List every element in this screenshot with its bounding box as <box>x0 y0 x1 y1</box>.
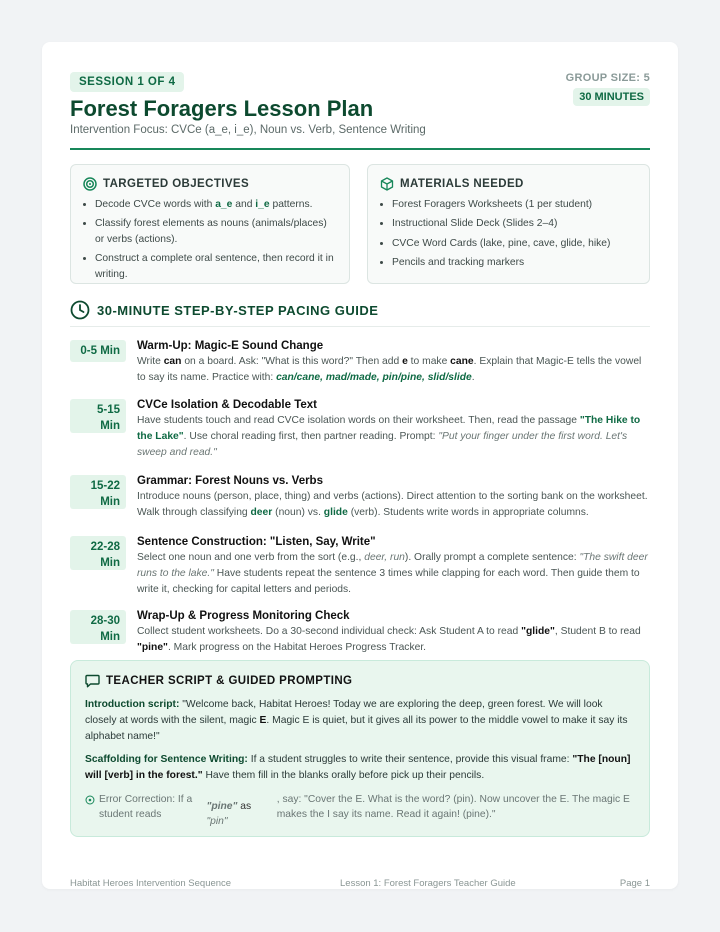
step-body <box>137 610 650 656</box>
page-subtitle: Intervention Focus: CVCe (a_e, i_e), Noun vs. Verb, Sentence Writing <box>70 124 426 136</box>
objective-item <box>95 197 337 212</box>
material-item: • Pencils and tracking markers <box>392 255 637 270</box>
script-heading <box>85 674 635 688</box>
info-icon <box>85 795 95 805</box>
box-icon <box>380 177 394 191</box>
objectives-card <box>70 164 350 284</box>
teacher-script-box <box>70 660 650 837</box>
objective-item: • Classify forest elements as nouns (animals/places) or verbs (actions). <box>95 216 337 247</box>
objectives-list <box>83 197 337 282</box>
materials-heading-text: MATERIALS NEEDED <box>400 178 524 190</box>
error-instruction: , say: "Cover the E. What is the word? (pin). Now uncover the E. The magic E makes the I say its name. Read it again! (pine)." <box>276 793 630 821</box>
intro-script: Introduction script: "Welcome back, Habitat Heroes! Today we are exploring the deep, green forest. We will look closely at words with the silent, magic E. Magic E is quiet, but it gives all its power to the middle vowel to make it say its alphabet name!" <box>85 699 628 742</box>
step-body <box>137 536 650 598</box>
material-item: • Instructional Slide Deck (Slides 2–4) <box>392 216 637 231</box>
step-body <box>137 475 650 521</box>
chat-bubble-icon <box>85 674 100 688</box>
page-title: Forest Foragers Lesson Plan <box>70 96 374 121</box>
step-description: Have students touch and read CVCe isolation words on their worksheet. Then, read the passage "The Hike to the Lake". Use choral reading first, then partner reading. Prompt: "Put your finger under the first word. Let's sweep and read." <box>137 415 641 458</box>
step-title: Sentence Construction: "Listen, Say, Write" <box>137 536 376 548</box>
step-time-text: 5-15 Min <box>96 404 120 433</box>
error-correction <box>85 792 635 830</box>
materials-list <box>380 197 637 271</box>
step-description: Introduce nouns (person, place, thing) and verbs (actions). Direct attention to the sorting bank on the worksheet. Walk through classifying deer (noun) vs. glide (verb). Students write words in appropriate columns. <box>137 491 648 518</box>
step-title: Wrap-Up & Progress Monitoring Check <box>137 610 350 622</box>
materials-card <box>367 164 650 284</box>
step-time-badge <box>70 399 126 433</box>
group-info <box>566 72 650 106</box>
material-item: • Forest Foragers Worksheets (1 per student) <box>392 197 637 212</box>
duration-badge: 30 MINUTES <box>573 88 650 106</box>
step-description: Collect student worksheets. Do a 30-second individual check: Ask Student A to read "glide", Student B to read "pine". Mark progress on the Habitat Heroes Progress Tracker. <box>137 626 641 653</box>
clock-icon <box>70 300 90 320</box>
pattern-i-e: i_e <box>255 199 270 210</box>
pattern-a-e: a_e <box>215 199 233 210</box>
pacing-heading <box>70 300 378 320</box>
step-time-badge <box>70 536 126 570</box>
session-badge: SESSION 1 OF 4 <box>70 72 184 92</box>
step-time-text: 22-28 Min <box>90 541 120 570</box>
objectives-heading-text: TARGETED OBJECTIVES <box>103 178 250 190</box>
step-body <box>137 399 650 461</box>
footer-lesson: Lesson 1: Forest Foragers Teacher Guide <box>340 878 516 889</box>
header-divider <box>70 148 650 150</box>
error-intro: Error Correction: If a student reads <box>98 793 193 821</box>
step-time-text: 15-22 Min <box>90 480 120 509</box>
pacing-divider <box>70 326 650 327</box>
group-size-label: GROUP SIZE: 5 <box>565 72 650 84</box>
step-description: Write can on a board. Ask: "What is this word?" Then add e to make cane. Explain that Magic-E tells the vowel to say its name. Practice with: can/cane, mad/made, pin/pine, slid/slide. <box>137 356 642 383</box>
step-body <box>137 340 650 386</box>
objective-text: patterns. <box>269 199 313 210</box>
error-words: "pine" as "pin" <box>206 800 252 828</box>
step-description: Select one noun and one verb from the sort (e.g., deer, run). Orally prompt a complete sentence: "The swift deer runs to the lake." Have students repeat the sentence 3 times while clapping for each word. Then guide them to write it, checking for capital letters and periods. <box>137 552 648 595</box>
step-title: Grammar: Forest Nouns vs. Verbs <box>137 475 323 487</box>
footer-page-number: Page 1 <box>619 878 650 889</box>
step-time-badge <box>70 475 126 509</box>
objective-text: Decode CVCe words with <box>95 199 216 210</box>
footer-series: Habitat Heroes Intervention Sequence <box>70 878 232 889</box>
lesson-plan-page <box>42 42 678 889</box>
step-title: CVCe Isolation & Decodable Text <box>137 399 317 411</box>
step-time-text: 28-30 Min <box>90 615 120 644</box>
pacing-heading-text: 30-MINUTE STEP-BY-STEP PACING GUIDE <box>97 302 379 318</box>
material-item: • CVCe Word Cards (lake, pine, cave, glide, hike) <box>392 236 637 251</box>
target-icon <box>83 177 97 191</box>
materials-heading <box>380 177 637 191</box>
objective-item: • Construct a complete oral sentence, then record it in writing. <box>95 251 337 282</box>
scaffolding-script: Scaffolding for Sentence Writing: If a student struggles to write their sentence, provide this visual frame: "The [noun] will [verb] in the forest." Have them fill in the blanks orally before pick up their pencils. <box>85 753 631 781</box>
step-title: Warm-Up: Magic-E Sound Change <box>137 340 324 352</box>
objectives-heading <box>83 177 337 191</box>
objective-text: and <box>232 199 256 210</box>
step-time-badge: 0-5 Min <box>70 340 126 362</box>
step-time-badge <box>70 610 126 644</box>
script-heading-text: TEACHER SCRIPT & GUIDED PROMPTING <box>106 675 353 687</box>
